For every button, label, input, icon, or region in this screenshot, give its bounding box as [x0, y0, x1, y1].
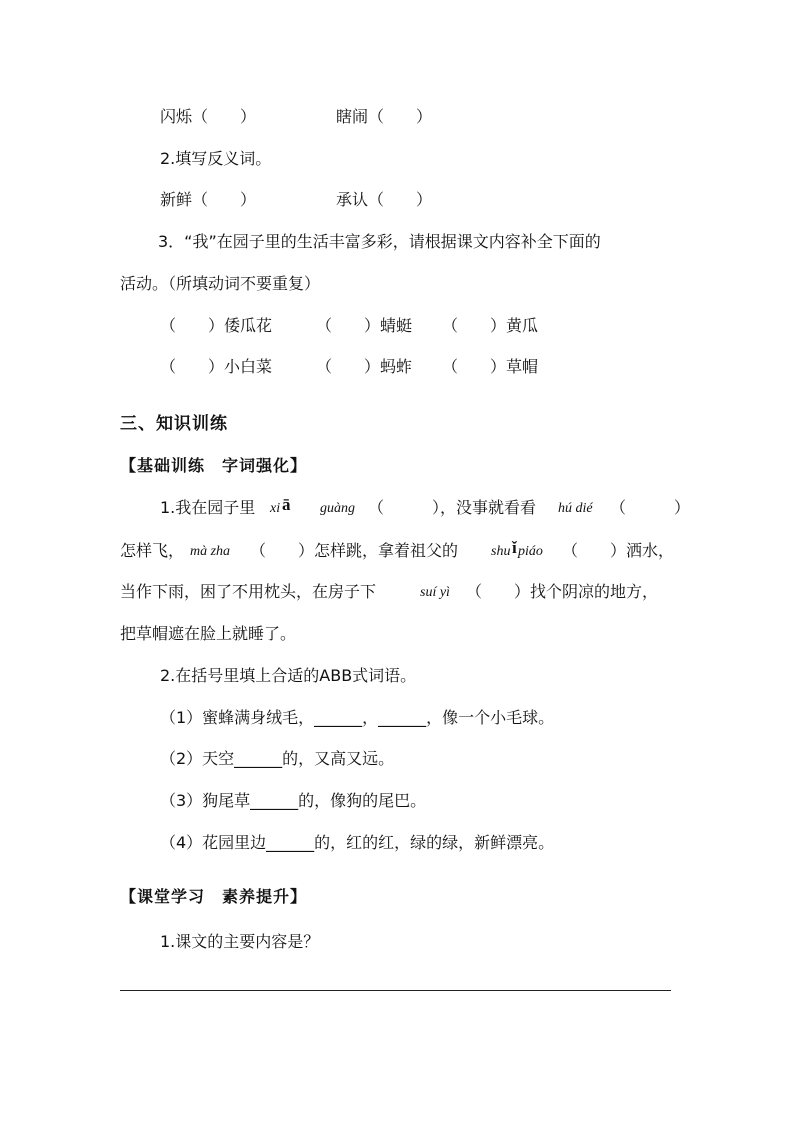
word-chengren: 承认（ ）: [336, 190, 433, 209]
activity-item: （ ）小白菜: [160, 357, 273, 376]
pinyin-suiyi: suí yì: [420, 585, 450, 600]
question-2-title: 2.填写反义词。: [160, 149, 272, 168]
section-heading: 三、知识训练: [120, 414, 228, 434]
pinyin-xia-tone: ā: [282, 495, 291, 514]
pinyin-mazha: mà zha: [190, 544, 231, 559]
abb-item-4: （4）花园里边______的，红的红，绿的绿，新鲜漂亮。: [160, 833, 555, 852]
activity-item: （ ）黄瓜: [442, 316, 539, 335]
pinyin-xia: xi: [270, 501, 281, 516]
pinyin-piao: piáo: [518, 544, 543, 559]
pinyin-question-line4: 把草帽遮在脸上就睡了。: [120, 624, 297, 643]
word-xianao: 瞎闹（ ）: [336, 107, 433, 126]
abb-item-2: （2）天空______的，又高又远。: [160, 749, 395, 768]
activity-item: （ ）蜻蜓: [316, 316, 413, 335]
pinyin-shui: shu: [491, 544, 511, 559]
activity-item: （ ）倭瓜花: [160, 316, 273, 335]
activity-item: （ ）草帽: [442, 357, 539, 376]
pinyin-hudie: hú dié: [558, 501, 593, 516]
subsection-heading-classroom: 【课堂学习 素养提升】: [120, 887, 308, 906]
question-3-line1: 3．“我”在园子里的生活丰富多彩，请根据课文内容补全下面的: [158, 232, 601, 251]
pinyin-guang: guàng: [320, 501, 355, 516]
activity-item: （ ）蚂蚱: [316, 357, 413, 376]
word-xinxian: 新鲜（ ）: [160, 190, 257, 209]
pinyin-shui-tone: ǐ: [512, 538, 517, 557]
abb-item-3: （3）狗尾草______的，像狗的尾巴。: [160, 791, 427, 810]
question-3-line2: 活动。（所填动词不要重复）: [120, 274, 321, 293]
subsection-heading-basic: 【基础训练 字词强化】: [120, 456, 308, 475]
answer-line: [120, 990, 671, 991]
word-shanshuo: 闪烁（ ）: [160, 107, 257, 126]
abb-question-title: 2.在括号里填上合适的ABB式词语。: [160, 666, 417, 685]
abb-item-1: （1）蜜蜂满身绒毛，______，______，像一个小毛球。: [160, 708, 555, 727]
main-content-question: 1.课文的主要内容是？: [160, 932, 320, 951]
